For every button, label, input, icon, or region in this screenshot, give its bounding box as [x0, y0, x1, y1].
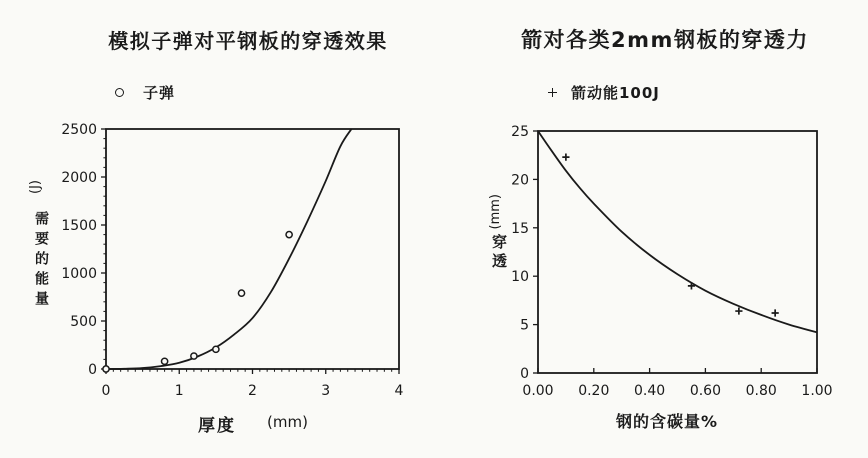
y-tick-label: 20	[511, 172, 529, 189]
x-tick-label: 3	[321, 383, 331, 399]
y-tick-label: 5	[520, 317, 529, 334]
x-tick-label: 0.00	[522, 383, 554, 399]
y-tick-label: 25	[511, 124, 529, 140]
legend-label-left: 子弹	[143, 84, 176, 102]
x-tick-label: 1	[174, 383, 184, 399]
circle-marker-icon	[115, 88, 124, 97]
y-axis-unit-right: (mm)	[488, 194, 503, 230]
chart-title-left: 模拟子弹对平钢板的穿透效果	[108, 29, 388, 53]
y-tick-label: 10	[511, 269, 529, 286]
y-tick-label: 15	[511, 220, 529, 237]
plot-area-1	[511, 124, 832, 399]
x-tick-label: 0.20	[578, 383, 610, 399]
fit-curve	[106, 129, 351, 369]
x-tick-label: 0.40	[634, 383, 666, 399]
y-tick-label: 0	[88, 362, 97, 378]
x-tick-label: 0.80	[745, 383, 777, 399]
x-tick-label: 0	[101, 383, 111, 399]
data-point	[772, 309, 779, 316]
y-tick-label: 0	[520, 366, 529, 382]
data-point	[735, 307, 742, 314]
plot-border	[538, 131, 817, 373]
data-point	[213, 346, 219, 352]
data-point	[238, 290, 244, 296]
y-axis-label-right: 穿透	[490, 234, 508, 272]
legend-label-right: 箭动能100J	[571, 84, 660, 102]
y-axis-unit-left: (J)	[28, 180, 43, 194]
legend-right	[548, 82, 660, 103]
x-axis-unit-left: (mm)	[267, 413, 308, 431]
plot-area-0	[61, 122, 403, 399]
data-point	[562, 154, 569, 161]
x-tick-label: 0.60	[689, 383, 721, 399]
plus-marker-icon	[548, 88, 557, 97]
x-axis-label-left: 厚度	[198, 416, 236, 436]
data-point	[286, 232, 292, 238]
x-tick-label: 4	[394, 383, 404, 399]
y-tick-label: 2000	[61, 170, 97, 186]
x-tick-label: 1.00	[801, 383, 833, 399]
data-point	[162, 358, 168, 364]
x-tick-label: 2	[248, 383, 257, 399]
y-tick-label: 1000	[61, 266, 97, 282]
y-tick-label: 2500	[61, 122, 97, 138]
legend-left	[115, 82, 175, 103]
chart-title-right: 箭对各类2mm钢板的穿透力	[521, 28, 809, 52]
y-tick-label: 500	[70, 314, 97, 330]
y-tick-label: 1500	[61, 218, 97, 234]
data-point	[103, 366, 109, 372]
fit-curve	[538, 131, 817, 332]
y-axis-label-left: 需要的能量	[33, 211, 49, 311]
data-point	[191, 353, 197, 359]
plot-border	[106, 129, 399, 369]
x-axis-label-right: 钢的含碳量%	[616, 412, 719, 431]
